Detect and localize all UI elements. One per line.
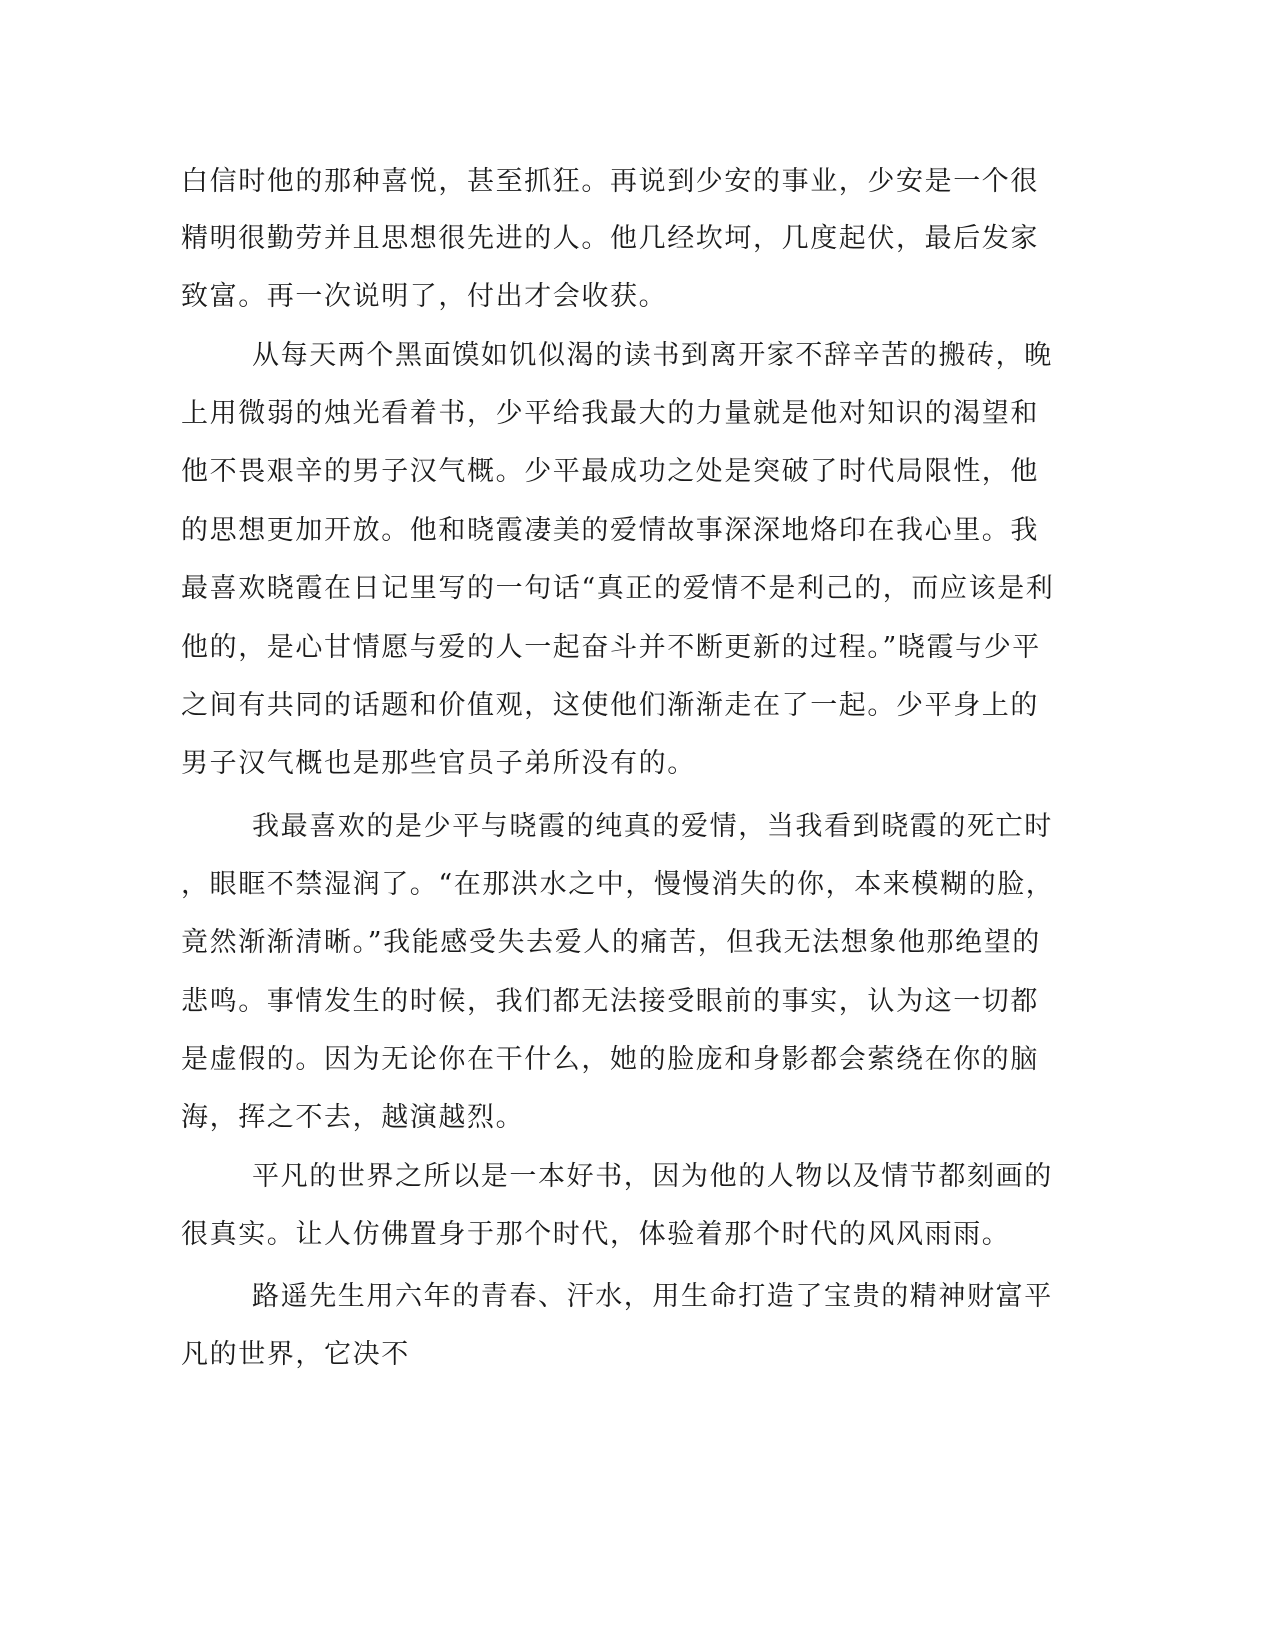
text-line: 之间有共同的话题和价值观，这使他们渐渐走在了一起。少平身上的 <box>181 690 1039 721</box>
text-line: 凡的世界，它决不 <box>181 1339 410 1370</box>
text-line: 他的，是心甘情愿与爱的人一起奋斗并不断更新的过程。”晓霞与少平 <box>181 632 1041 663</box>
text-line: 白信时他的那种喜悦，甚至抓狂。再说到少安的事业，少安是一个很 <box>181 166 1039 197</box>
text-line: 上用微弱的烛光看着书，少平给我最大的力量就是他对知识的渴望和 <box>181 398 1039 429</box>
text-line: ，眼眶不禁湿润了。“在那洪水之中，慢慢消失的你，本来模糊的脸， <box>181 869 1055 900</box>
text-line: 他不畏艰辛的男子汉气概。少平最成功之处是突破了时代局限性，他 <box>181 456 1039 487</box>
text-line: 精明很勤劳并且思想很先进的人。他几经坎坷，几度起伏，最后发家 <box>181 223 1039 254</box>
text-line: 我最喜欢的是少平与晓霞的纯真的爱情，当我看到晓霞的死亡时 <box>252 811 1053 842</box>
text-line: 很真实。让人仿佛置身于那个时代，体验着那个时代的风风雨雨。 <box>181 1219 1011 1250</box>
text-line: 平凡的世界之所以是一本好书，因为他的人物以及情节都刻画的 <box>252 1161 1053 1192</box>
text-line: 致富。再一次说明了，付出才会收获。 <box>181 281 668 312</box>
text-line: 最喜欢晓霞在日记里写的一句话“真正的爱情不是利己的，而应该是利 <box>181 573 1055 604</box>
text-line: 悲鸣。事情发生的时候，我们都无法接受眼前的事实，认为这一切都 <box>181 986 1039 1017</box>
text-line: 从每天两个黑面馍如饥似渴的读书到离开家不辞辛苦的搬砖，晚 <box>252 340 1053 371</box>
text-line: 竟然渐渐清晰。”我能感受失去爱人的痛苦，但我无法想象他那绝望的 <box>181 927 1041 958</box>
text-line: 是虚假的。因为无论你在干什么，她的脸庞和身影都会萦绕在你的脑 <box>181 1044 1039 1075</box>
text-line: 海，挥之不去，越演越烈。 <box>181 1102 525 1133</box>
text-line: 路遥先生用六年的青春、汗水，用生命打造了宝贵的精神财富平 <box>252 1281 1053 1312</box>
text-line: 男子汉气概也是那些官员子弟所没有的。 <box>181 748 696 779</box>
text-line: 的思想更加开放。他和晓霞凄美的爱情故事深深地烙印在我心里。我 <box>181 515 1039 546</box>
